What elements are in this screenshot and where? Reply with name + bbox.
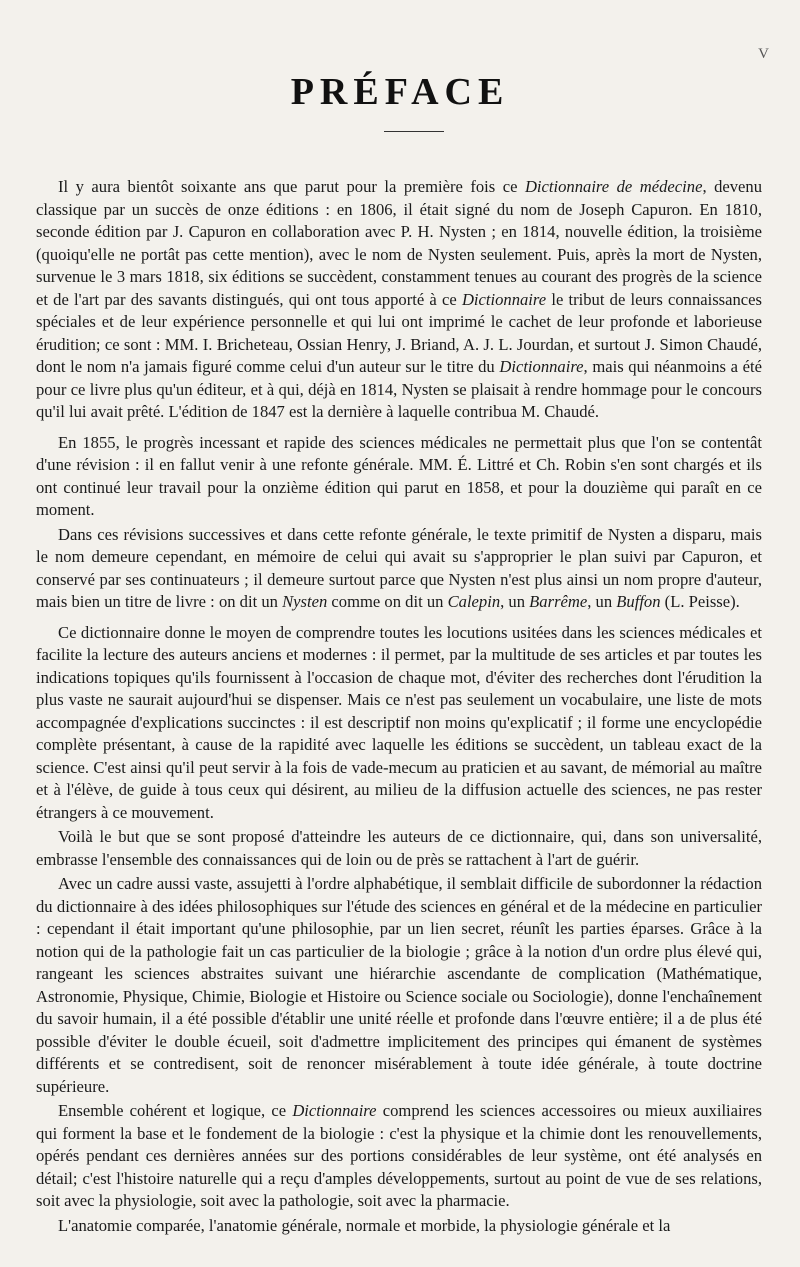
text-run: Ensemble cohérent et logique, ce [58,1101,293,1120]
paragraph-2 [36,432,762,522]
text-run: En 1855, le progrès incessant et rapide des sciences médicales ne permettait plus que l'on se contentât d'une révision : il en fallut venir à une refonte générale. MM. É. Littré et Ch. Robin s'en sont chargés et ils ont continué leur travail pour la onzième édition qui parut en 1858, et pour la douzième qui paraît en ce moment. [36,432,762,519]
paragraph-5 [36,826,762,871]
body-text [36,176,762,1239]
italic-run: Buffon [616,592,661,611]
text-run: L'anatomie comparée, l'anatomie générale, normale et morbide, la physiologie générale et la [58,1215,671,1235]
paragraph-6 [36,873,762,1098]
text-run: (L. Peisse). [660,592,740,611]
text-run: comprend les sciences accessoires ou mieux auxiliaires qui forment la base et le fondement de la biologie : c'est la physique et la chimie dont les renouvellements, opérés pendant ces dernières années sur des portions considérables de leur système, ont été analysés en détail; c'est l'histoire naturelle qui a reçu d'amples développements, surtout au point de vue de ses relations, soit avec la physiologie, soit avec la pathologie, soit avec la pharmacie. [36,1101,762,1210]
paragraph-8 [36,1215,762,1238]
paragraph-1 [36,176,762,424]
text-run: Dans ces révisions successives et dans cette refonte générale, le texte primitif de Nysten a disparu, mais le nom demeure cependant, en mémoire de celui qui avait su s'approprier le plan suivi par Capuron, et conservé par ses continuateurs ; il demeure surtout parce que Nysten n'est plus ainsi un nom propre d'auteur, mais bien un titre de livre : on dit un [36,524,762,611]
text-run: le tribut de leurs connaissances spéciales et de leur expérience personnelle et qui lui ont imprimé le cachet de leur profonde et laborieuse érudition; ce sont : MM. I. Bricheteau, Ossian Henry, J. Briand, A. J. L. Jourdan, et surtout J. Simon Chaudé, dont le nom n'a jamais figuré comme celui d'un auteur sur le titre du [36,289,762,376]
text-run: , un [587,592,617,611]
italic-run: Barrême [529,592,588,611]
page-number: V [758,46,770,62]
paragraph-7 [36,1100,762,1213]
paragraph-4 [36,622,762,825]
text-run: , devenu classique par un succès de onze éditions : en 1806, il était signé du nom de Joseph Capuron. En 1810, seconde édition par J. Capuron en collaboration avec P. H. Nysten ; en 1814, nouvelle édition, la troisième (quoiqu'elle ne portât pas cette mention), avec le nom de Nysten seulement. Puis, après la mort de Nysten, survenue le 3 mars 1818, six éditions se succèdent, constamment tenues au courant des progrès de la science et de l'art par des savants distingués, qui ont tous apporté à ce [36,177,762,309]
text-run: comme on dit un [327,592,448,611]
text-run: Il y aura bientôt soixante ans que parut pour la première fois ce [58,177,525,196]
paragraph-3 [36,524,762,614]
page-title: PRÉFACE [290,71,510,113]
italic-run: Dictionnaire [499,357,584,376]
italic-run: Dictionnaire [461,289,547,309]
title-rule [384,131,444,132]
text-run: Ce dictionnaire donne le moyen de comprendre toutes les locutions usitées dans les sciences médicales et facilite la lecture des auteurs anciens et modernes : il permet, par la multitude de ses articles et par toutes les indications topiques qu'ils fournissent à l'occasion de chaque mot, d'éviter des recherches dont l'érudition la plus vaste ne saurait aujourd'hui se dispenser. Mais ce n'est pas seulement un vocabulaire, une liste de mots accompagnée d'explications succinctes : il est descriptif non moins qu'explicatif ; il forme une encyclopédie complète présentant, à cause de la rapidité avec laquelle les éditions se succèdent, un tableau exact de la science. C'est ainsi qu'il peut servir à la fois de vade-mecum au praticien et au savant, de mémorial au maître et à l'élève, de guide à tous ceux qui désirent, au milieu de la diffusion actuelle des sciences, ne pas rester étrangers à ce mouvement. [36,622,762,822]
italic-run: Dictionnaire de médecine [524,177,703,196]
text-run: , un [500,592,530,611]
text-run: Voilà le but que se sont proposé d'atteindre les auteurs de ce dictionnaire, qui, dans son universalité, embrasse l'ensemble des connaissances qui de loin ou de près se rattachent à l'art de guérir. [36,827,762,869]
italic-run: Dictionnaire [292,1101,377,1120]
italic-run: Nysten [282,592,328,611]
italic-run: Calepin [447,592,501,611]
text-run: , mais qui néanmoins a été pour ce livre plus qu'un éditeur, et à qui, déjà en 1814, Nysten se plaisait à rendre hommage pour le concours qu'il lui avait prêté. L'édition de 1847 est la dernière à laquelle contribua M. Chaudé. [36,357,762,421]
text-run: Avec un cadre aussi vaste, assujetti à l'ordre alphabétique, il semblait difficile de subordonner la rédaction du dictionnaire à des idées philosophiques sur l'étude des sciences en général et de la médecine en particulier : cependant il était important qu'une philosophie, par un lien secret, réunît les parties éparses. Grâce à la notion qui de la pathologie fait un cas particulier de la biologie ; grâce à la notion d'un ordre plus élevé qui, rangeant les sciences abstraites suivant une hiérarchie ascendante de complication (Mathématique, Astronomie, Physique, Chimie, Biologie et Histoire ou Science sociale ou Sociologie), donne l'enchaînement du savoir humain, il a été possible d'établir une unité réelle et profonde dans l'œuvre entière; il a de plus été possible d'éviter le double écueil, soit d'admettre implicitement des principes qui émanent de systèmes différents et se contredisent, soit de renoncer misérablement à toute idée générale, à toute doctrine supérieure. [36,874,762,1096]
